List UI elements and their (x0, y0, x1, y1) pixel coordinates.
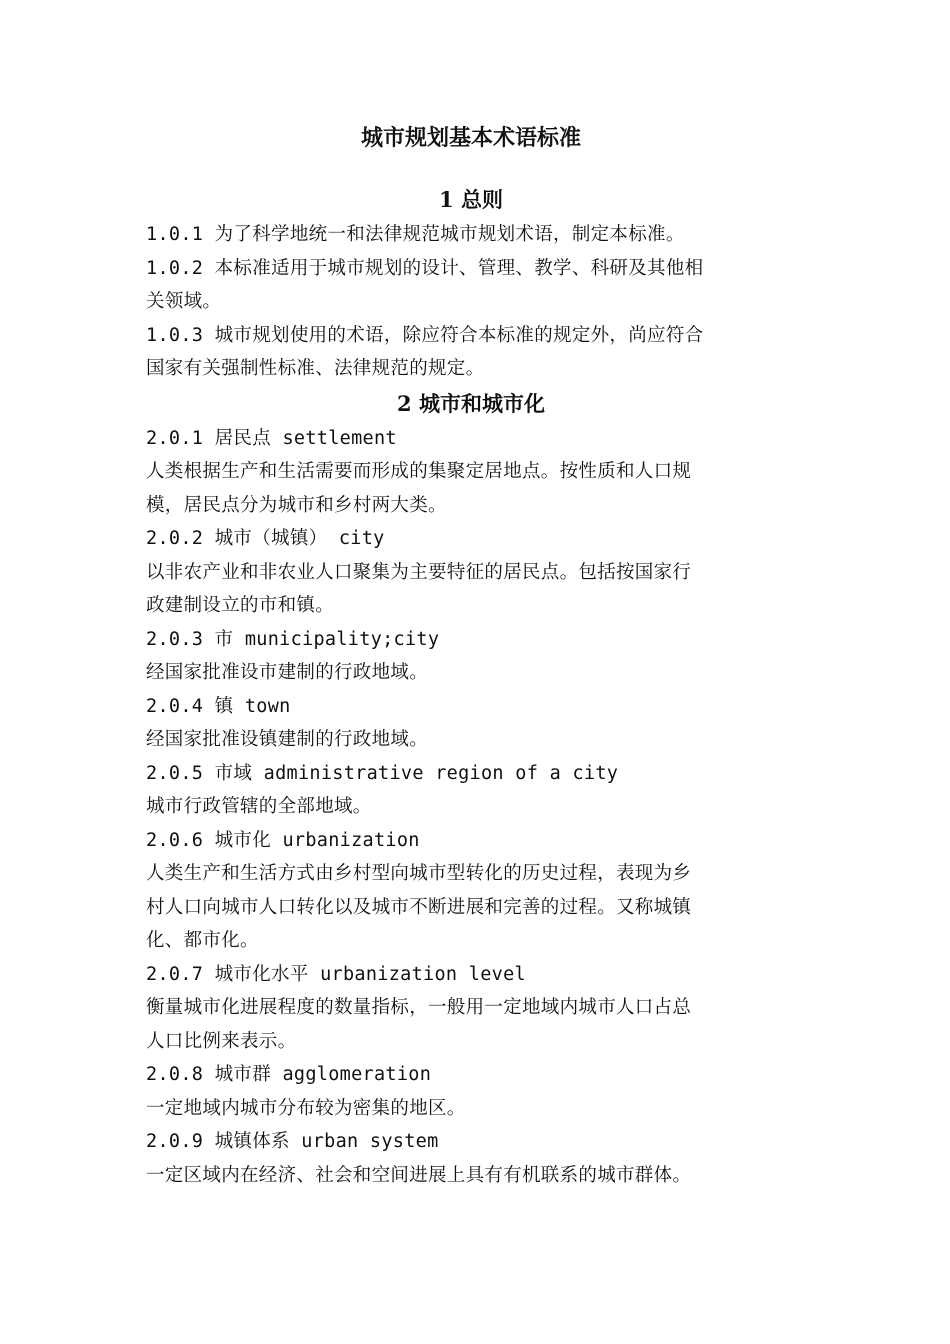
clause-1-0-1: 1.0.1 为了科学地统一和法律规范城市规划术语，制定本标准。 (146, 224, 685, 245)
definition-2-0-6-line-3: 化、都市化。 (146, 930, 259, 951)
term-2-0-7: 2.0.7 城市化水平 urbanization level (146, 963, 526, 985)
definition-2-0-7-line-1: 衡量城市化进展程度的数量指标，一般用一定地域内城市人口占总 (146, 997, 692, 1018)
term-2-0-1: 2.0.1 居民点 settlement (146, 427, 397, 449)
term-2-0-6: 2.0.6 城市化 urbanization (146, 829, 420, 851)
term-2-0-3: 2.0.3 市 municipality;city (146, 628, 440, 650)
definition-2-0-2-line-1: 以非农产业和非农业人口聚集为主要特征的居民点。包括按国家行 (146, 561, 692, 583)
clause-1-0-3-line-1: 1.0.3 城市规划使用的术语，除应符合本标准的规定外，尚应符合 (146, 324, 704, 346)
document-title: 城市规划基本术语标准 (360, 125, 581, 151)
definition-2-0-5: 城市行政管辖的全部地域。 (146, 796, 372, 817)
term-2-0-9: 2.0.9 城镇体系 urban system (146, 1131, 439, 1152)
definition-2-0-6-line-2: 村人口向城市人口转化以及城市不断进展和完善的过程。又称城镇 (146, 896, 692, 918)
term-2-0-4: 2.0.4 镇 town (146, 695, 291, 717)
definition-2-0-1-line-1: 人类根据生产和生活需要而形成的集聚定居地点。按性质和人口规 (146, 461, 692, 482)
clause-1-0-2-line-2: 关领域。 (146, 291, 222, 312)
clause-1-0-3-line-2: 国家有关强制性标准、法律规范的规定。 (146, 358, 485, 379)
chapter-2-heading: 2 城市和城市化 (397, 390, 545, 416)
definition-2-0-1-line-2: 模，居民点分为城市和乡村两大类。 (146, 494, 447, 516)
chapter-1-heading: 1 总则 (439, 187, 503, 212)
term-2-0-2: 2.0.2 城市（城镇） city (146, 528, 385, 549)
definition-2-0-3: 经国家批准设市建制的行政地域。 (146, 662, 429, 683)
term-2-0-5: 2.0.5 市域 administrative region of a city (146, 762, 619, 784)
definition-2-0-2-line-2: 政建制设立的市和镇。 (146, 595, 335, 616)
term-2-0-8: 2.0.8 城市群 agglomeration (146, 1064, 432, 1085)
definition-2-0-9: 一定区域内在经济、社会和空间进展上具有有机联系的城市群体。 (146, 1164, 692, 1186)
definition-2-0-8: 一定地域内城市分布较为密集的地区。 (146, 1097, 466, 1119)
definition-2-0-7-line-2: 人口比例来表示。 (146, 1030, 297, 1052)
definition-2-0-4: 经国家批准设镇建制的行政地域。 (146, 729, 429, 750)
document-page (146, 118, 796, 1192)
definition-2-0-6-line-1: 人类生产和生活方式由乡村型向城市型转化的历史过程，表现为乡 (146, 863, 692, 884)
clause-1-0-2-line-1: 1.0.2 本标准适用于城市规划的设计、管理、教学、科研及其他相 (146, 257, 704, 279)
